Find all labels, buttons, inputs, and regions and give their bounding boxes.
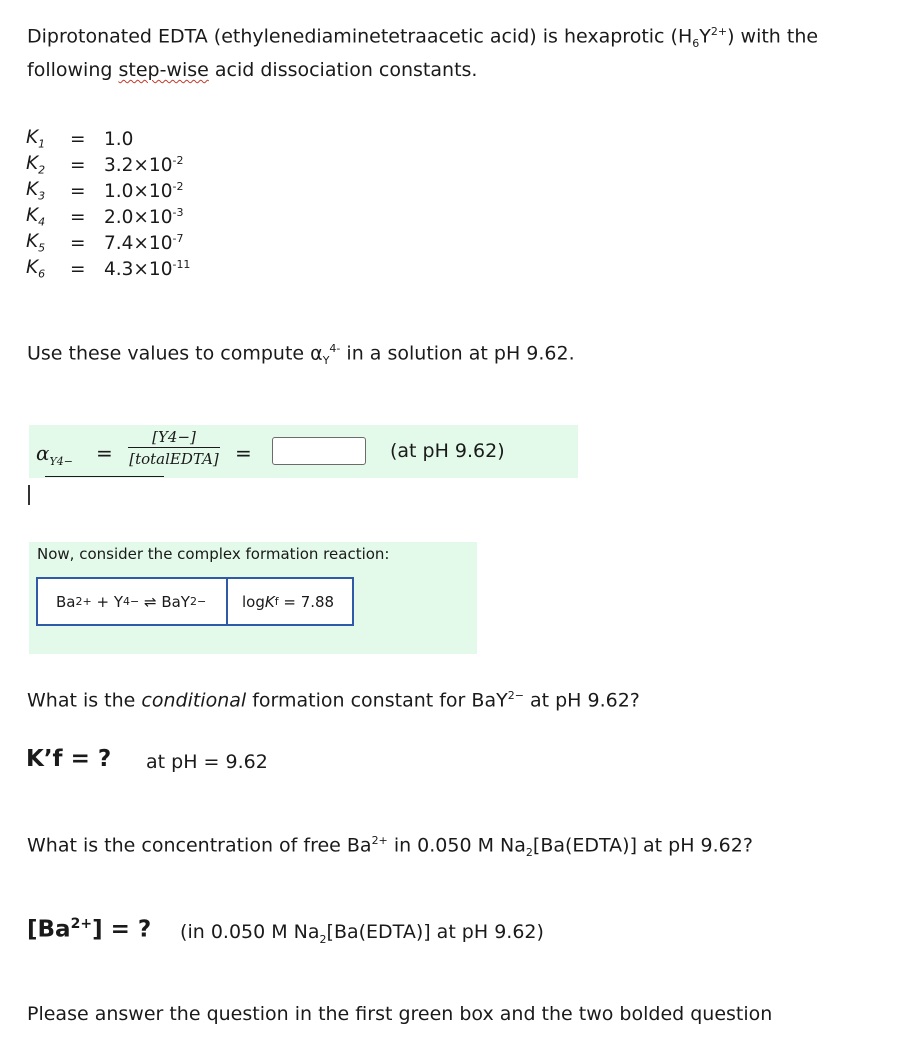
alpha-symbol: $\alpha_{Y4-}$ — [36, 441, 73, 468]
intro-text: Diprotonated EDTA (ethylenediaminetetraacetic acid) is hexaprotic (H — [27, 25, 693, 48]
reaction-equation: Ba 2+ + Y 4− ⇌ BaY 2− — [38, 579, 228, 624]
equation-underline — [45, 476, 164, 477]
intro-paragraph — [27, 18, 867, 84]
constant-row: $K_6$ = $4.3\times 10^{-11}$ — [26, 257, 191, 281]
reaction-table — [36, 577, 354, 626]
final-instruction: Please answer the question in the first green box and the two bolded question — [27, 1003, 773, 1025]
conditional-question: What is the conditional formation constant for BaY$^{2-}$ at pH 9.62? — [27, 689, 640, 712]
fraction-numerator: [Y4−] — [128, 428, 220, 448]
kprime-question: K’f = ? — [26, 746, 112, 772]
constants-table — [26, 126, 190, 282]
constant-row: $K_5$ = $7.4\times 10^{-7}$ — [26, 231, 184, 255]
complex-intro: Now, consider the complex formation reaction: — [37, 545, 390, 563]
equals-sign-2: = — [235, 441, 252, 465]
at-ph-label: (at pH 9.62) — [390, 440, 505, 462]
text-cursor — [28, 485, 30, 505]
ba-question-context: (in 0.050 M $Na_2[Ba(EDTA)]$ at pH 9.62) — [174, 921, 544, 946]
kprime-ph: at pH = 9.62 — [146, 751, 268, 773]
free-ba-question: What is the concentration of free $Ba^{2+}$ in 0.050 M $Na_2[Ba(EDTA)]$ at pH 9.62? — [27, 834, 753, 860]
spellcheck-word: step-wise — [118, 59, 209, 82]
fraction-denominator: [totalEDTA] — [129, 450, 219, 468]
alpha-answer-input[interactable] — [272, 437, 366, 465]
intro-text-2: Y — [699, 25, 711, 48]
intro-sub: 6 — [692, 37, 700, 51]
constant-row: $K_3$ = $1.0\times 10^{-2}$ — [26, 179, 184, 203]
ba-concentration-question: $[Ba^{2+}]$ = ? — [27, 916, 152, 943]
intro-text-3: ) with the following — [27, 25, 819, 82]
constant-row: $K_1$ = 1.0 — [26, 127, 134, 151]
intro-sup: 2+ — [710, 25, 728, 38]
use-values-instruction: Use these values to compute $\alpha_Y^{4-}$ in a solution at pH 9.62. — [27, 342, 575, 368]
intro-text-4: acid dissociation constants. — [208, 59, 478, 82]
constant-row: $K_4$ = $2.0\times 10^{-3}$ — [26, 205, 184, 229]
log-kf-value: log K f = 7.88 — [242, 592, 335, 611]
equals-sign: = — [96, 441, 113, 465]
constant-row: $K_2$ = $3.2\times 10^{-2}$ — [26, 153, 184, 177]
fraction — [128, 428, 220, 468]
